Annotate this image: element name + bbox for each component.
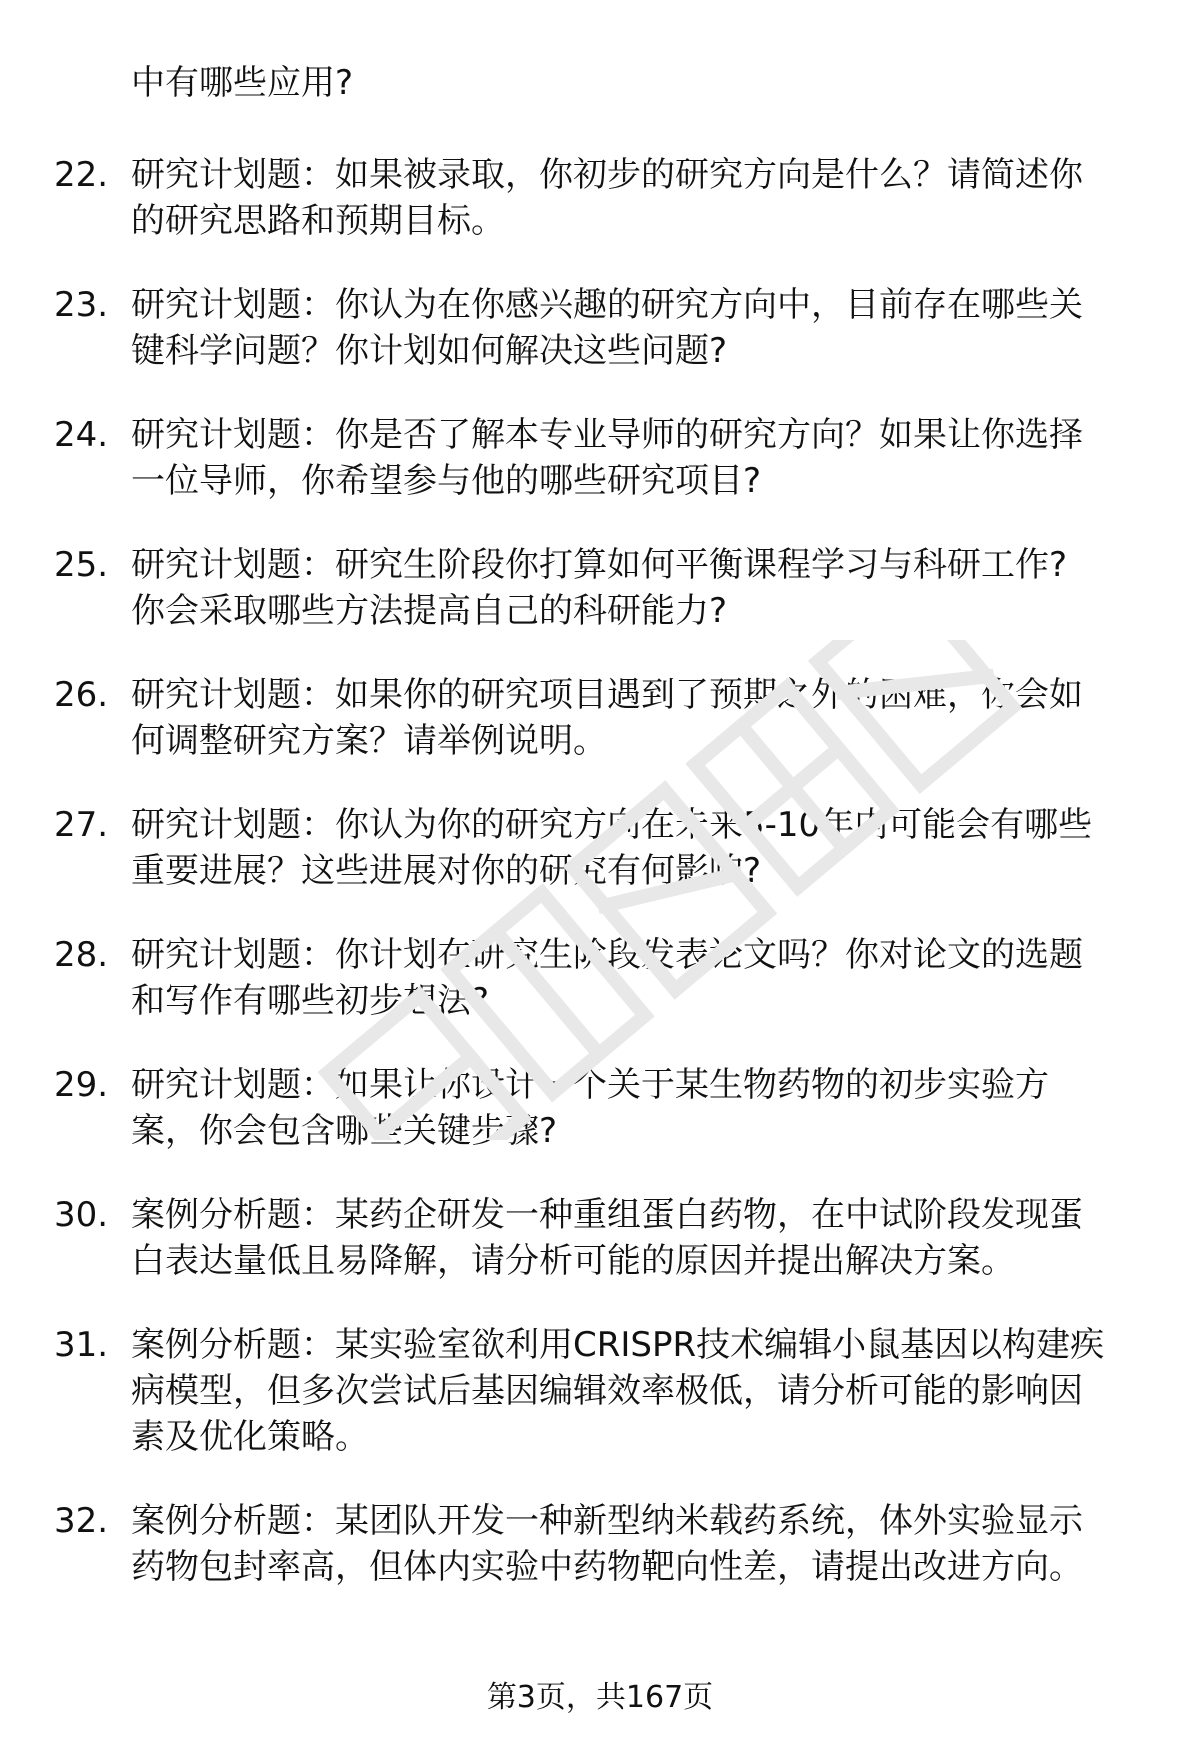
question-number: 32.	[54, 1501, 109, 1541]
question-item	[0, 1192, 1200, 1322]
question-line: 素及优化策略。	[131, 1417, 369, 1457]
question-text	[131, 932, 1161, 1024]
question-line: 研究计划题：如果让你设计一个关于某生物药物的初步实验方	[131, 1065, 1049, 1105]
question-number: 22.	[54, 155, 109, 195]
question-text	[131, 412, 1161, 504]
question-text	[131, 152, 1161, 244]
question-line: 研究计划题：研究生阶段你打算如何平衡课程学习与科研工作?	[131, 545, 1068, 585]
question-number: 26.	[54, 675, 109, 715]
question-item	[0, 282, 1200, 412]
question-number: 28.	[54, 935, 109, 975]
question-line: 和写作有哪些初步想法?	[131, 981, 490, 1021]
question-line: 研究计划题：你认为你的研究方向在未来5-10年内可能会有哪些	[131, 805, 1093, 845]
question-line: 药物包封率高，但体内实验中药物靶向性差，请提出改进方向。	[131, 1547, 1083, 1587]
question-item	[0, 542, 1200, 672]
page-number-footer: 第3页，共167页	[486, 1680, 714, 1715]
question-line: 案，你会包含哪些关键步骤?	[131, 1111, 558, 1151]
question-number: 25.	[54, 545, 109, 585]
question-item	[0, 932, 1200, 1062]
question-item	[0, 1498, 1200, 1628]
question-line: 何调整研究方案？请举例说明。	[131, 721, 607, 761]
question-line: 案例分析题：某团队开发一种新型纳米载药系统，体外实验显示	[131, 1501, 1083, 1541]
question-line: 的研究思路和预期目标。	[131, 201, 505, 241]
question-text	[131, 1062, 1161, 1154]
question-text	[131, 542, 1161, 634]
question-text	[131, 1498, 1161, 1590]
question-text	[131, 672, 1161, 764]
question-number: 27.	[54, 805, 109, 845]
continued-question-text: 中有哪些应用?	[131, 63, 354, 103]
question-text	[131, 282, 1161, 374]
question-number: 29.	[54, 1065, 109, 1105]
question-number: 31.	[54, 1325, 109, 1365]
question-line: 研究计划题：如果被录取，你初步的研究方向是什么？请简述你	[131, 155, 1083, 195]
question-line: 研究计划题：你是否了解本专业导师的研究方向？如果让你选择	[131, 415, 1083, 455]
question-item	[0, 412, 1200, 542]
question-number: 23.	[54, 285, 109, 325]
question-number: 30.	[54, 1195, 109, 1235]
question-line: 白表达量低且易降解，请分析可能的原因并提出解决方案。	[131, 1241, 1015, 1281]
question-line: 病模型，但多次尝试后基因编辑效率极低，请分析可能的影响因	[131, 1371, 1083, 1411]
question-line: 案例分析题：某药企研发一种重组蛋白药物，在中试阶段发现蛋	[131, 1195, 1083, 1235]
question-line: 案例分析题：某实验室欲利用CRISPR技术编辑小鼠基因以构建疾	[131, 1325, 1105, 1365]
question-item	[0, 152, 1200, 282]
question-line: 你会采取哪些方法提高自己的科研能力?	[131, 591, 728, 631]
question-number: 24.	[54, 415, 109, 455]
question-text	[131, 802, 1161, 894]
question-text	[131, 1192, 1161, 1284]
question-item	[0, 1062, 1200, 1192]
question-line: 键科学问题？你计划如何解决这些问题?	[131, 331, 728, 371]
question-text	[131, 1322, 1161, 1460]
question-item	[0, 1322, 1200, 1498]
question-line: 一位导师，你希望参与他的哪些研究项目?	[131, 461, 762, 501]
question-item	[0, 672, 1200, 802]
question-line: 研究计划题：如果你的研究项目遇到了预期之外的困难，你会如	[131, 675, 1083, 715]
question-line: 研究计划题：你计划在研究生阶段发表论文吗？你对论文的选题	[131, 935, 1083, 975]
question-list	[0, 152, 1200, 1628]
question-item	[0, 802, 1200, 932]
question-line: 研究计划题：你认为在你感兴趣的研究方向中，目前存在哪些关	[131, 285, 1083, 325]
question-line: 重要进展？这些进展对你的研究有何影响?	[131, 851, 762, 891]
